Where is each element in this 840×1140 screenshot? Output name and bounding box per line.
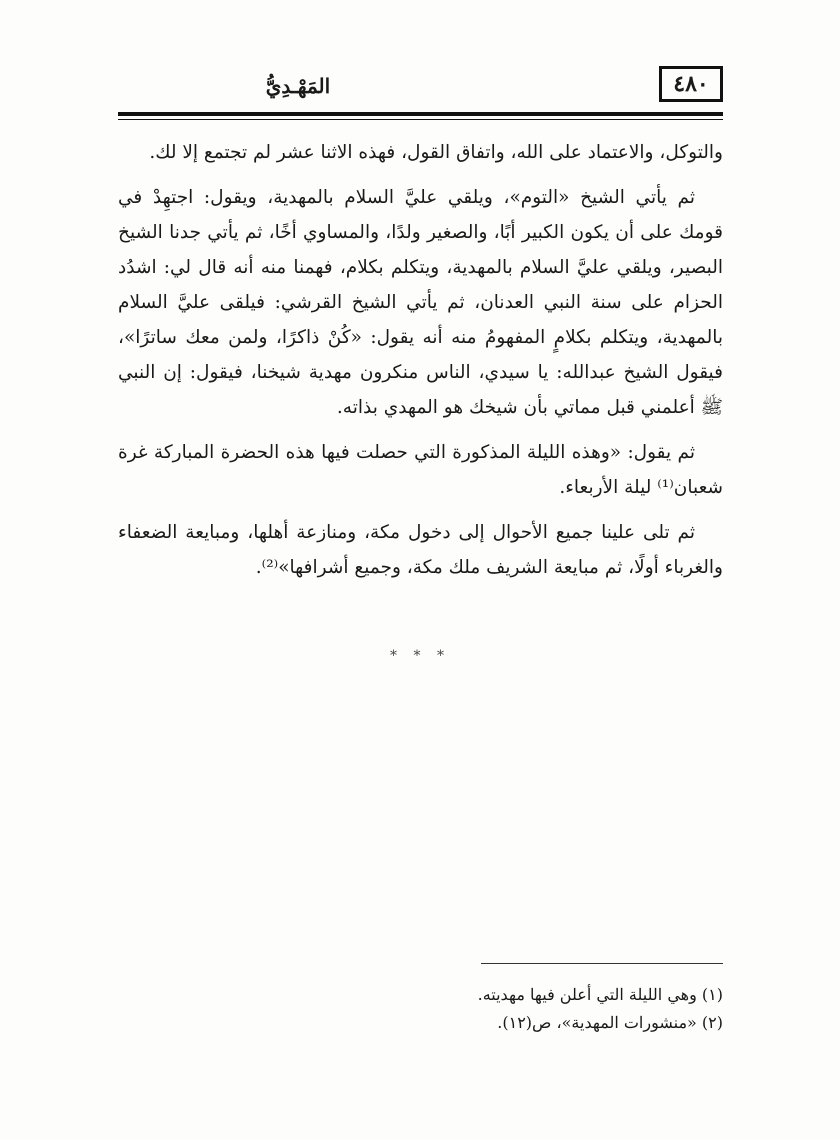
header-rule-thick <box>118 112 723 116</box>
paragraph-4: ثم تلى علينا جميع الأحوال إلى دخول مكة، ومنازعة أهلها، ومبايعة الضعفاء والغرباء أولًا، ثم مبايعة الشريف ملك مكة، وجميع أشرافها»⁽²⁾. <box>118 522 723 578</box>
footnote-1: (١) وهي الليلة التي أعلن فيها مهديته. <box>477 985 723 1004</box>
section-separator: * * * <box>390 648 450 664</box>
paragraph-2: ثم يأتي الشيخ «التوم»، ويلقي عليَّ السلام بالمهدية، ويقول: اجتهِدْ في قومك على أن يكون الكبير أبًا، والصغير ولدًا، والمساوي أخًا، ثم يأتي جدنا الشيخ البصير، ويلقي عليَّ السلام بالمهدية، ويتكلم بكلام، فهمنا منه أنه قال لي: اشدُد الحزام على سنة النبي العدنان، ثم يأتي الشيخ القرشي: فيلقى عليَّ السلام بالمهدية، ويتكلم بكلامٍ المفهومُ منه أنه يقول: «كُنْ ذاكرًا، ولمن معك ساترًا»، فيقول الشيخ عبدالله: يا سيدي، الناس منكرون مهدية شيخنا، فيقول: إن النبي ﷺ أعلمني قبل مماتي بأن شيخك هو المهدي بذاته. <box>118 187 723 418</box>
paragraph-3: ثم يقول: «وهذه الليلة المذكورة التي حصلت فيها هذه الحضرة المباركة غرة شعبان⁽¹⁾ ليلة الأربعاء. <box>118 442 723 498</box>
header-rule-thin <box>118 119 723 120</box>
page-header <box>118 66 723 106</box>
footnote-rule <box>481 963 723 964</box>
body-text <box>118 135 723 595</box>
footnotes <box>118 981 723 1037</box>
footnote-2: (٢) «منشورات المهدية»، ص(١٢). <box>497 1013 723 1032</box>
running-title: المَهْـدِيُّ <box>265 74 331 98</box>
page-number: ٤٨٠ <box>659 66 723 102</box>
paragraph-1: والتوكل، والاعتماد على الله، واتفاق القول، فهذه الاثنا عشر لم تجتمع إلا لك. <box>149 142 723 163</box>
